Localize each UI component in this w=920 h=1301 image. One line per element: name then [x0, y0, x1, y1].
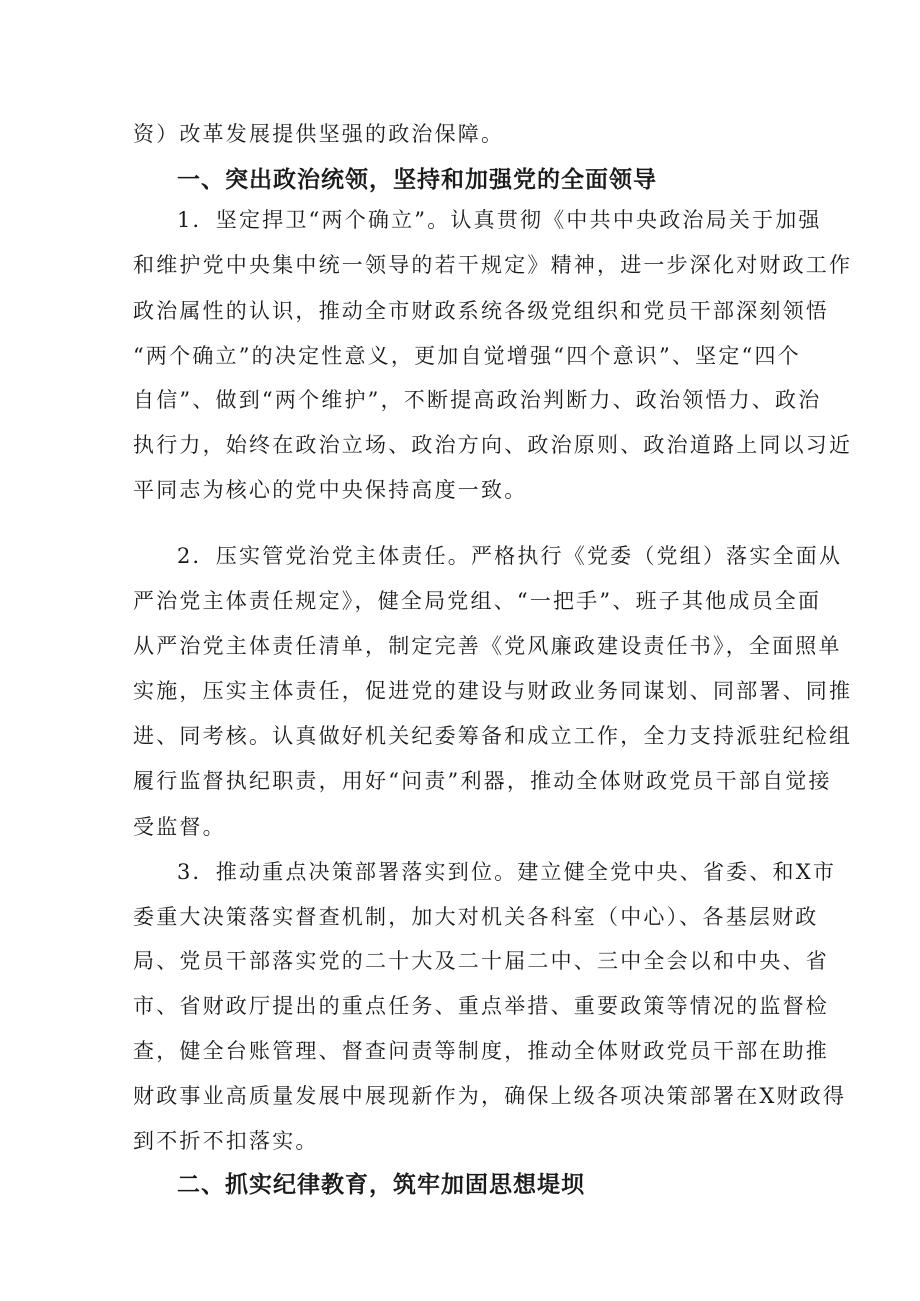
paragraph-line: “两个确立”的决定性意义，更加自觉增强“四个意识”、坚定“四个: [133, 344, 801, 368]
paragraph-line: 从严治党主体责任清单，制定完善《党风廉政建设责任书》，全面照单: [133, 634, 842, 658]
section-heading-2: 二、抓实纪律教育，筑牢加固思想堤坝: [177, 1172, 585, 1198]
paragraph-line: 和维护党中央集中统一领导的若干规定》精神，进一步深化对财政工作: [133, 253, 853, 277]
paragraph-line: 1．坚定捍卫“两个确立”。认真贯彻《中共中央政治局关于加强: [177, 208, 822, 232]
intro-line: 资）改革发展提供坚强的政治保障。: [133, 122, 505, 146]
paragraph-line: 进、同考核。认真做好机关纪委筹备和成立工作，全力支持派驻纪检组: [133, 724, 853, 748]
paragraph-line: 实施，压实主体责任，促进党的建设与财政业务同谋划、同部署、同推: [133, 679, 853, 703]
paragraph-line: 3．推动重点决策部署落实到位。建立健全党中央、省委、和X市: [177, 860, 837, 884]
paragraph-line: 平同志为核心的党中央保持高度一致。: [133, 478, 528, 502]
paragraph-line: 局、党员干部落实党的二十大及二十届二中、三中全会以和中央、省: [133, 949, 829, 973]
section-heading-1: 一、突出政治统领，坚持和加强党的全面领导: [177, 167, 657, 193]
paragraph-line: 自信”、做到“两个维护”，不断提高政治判断力、政治领悟力、政治: [133, 388, 822, 412]
paragraph-line: 查，健全台账管理、督查问责等制度，推动全体财政党员干部在助推: [133, 1039, 829, 1063]
paragraph-line: 政治属性的认识，推动全市财政系统各级党组织和党员干部深刻领悟: [133, 299, 829, 323]
paragraph-line: 严治党主体责任规定》，健全局党组、“一把手”、班子其他成员全面: [133, 589, 822, 613]
paragraph-line: 委重大决策落实督查机制，加大对机关各科室（中心）、各基层财政: [133, 905, 819, 929]
paragraph-line: 履行监督执纪职责，用好“问责”利器，推动全体财政党员干部自觉接: [133, 769, 832, 793]
paragraph-line: 财政事业高质量发展中展现新作为，确保上级各项决策部署在X财政得: [133, 1084, 847, 1108]
paragraph-line: 执行力，始终在政治立场、政治方向、政治原则、政治道路上同以习近: [133, 433, 853, 457]
paragraph-line: 市、省财政厅提出的重点任务、重点举措、重要政策等情况的监督检: [133, 994, 829, 1018]
paragraph-line: 到不折不扣落实。: [133, 1129, 319, 1153]
paragraph-line: 2．压实管党治党主体责任。严格执行《党委（党组）落实全面从: [177, 544, 843, 568]
paragraph-line: 受监督。: [133, 815, 226, 839]
